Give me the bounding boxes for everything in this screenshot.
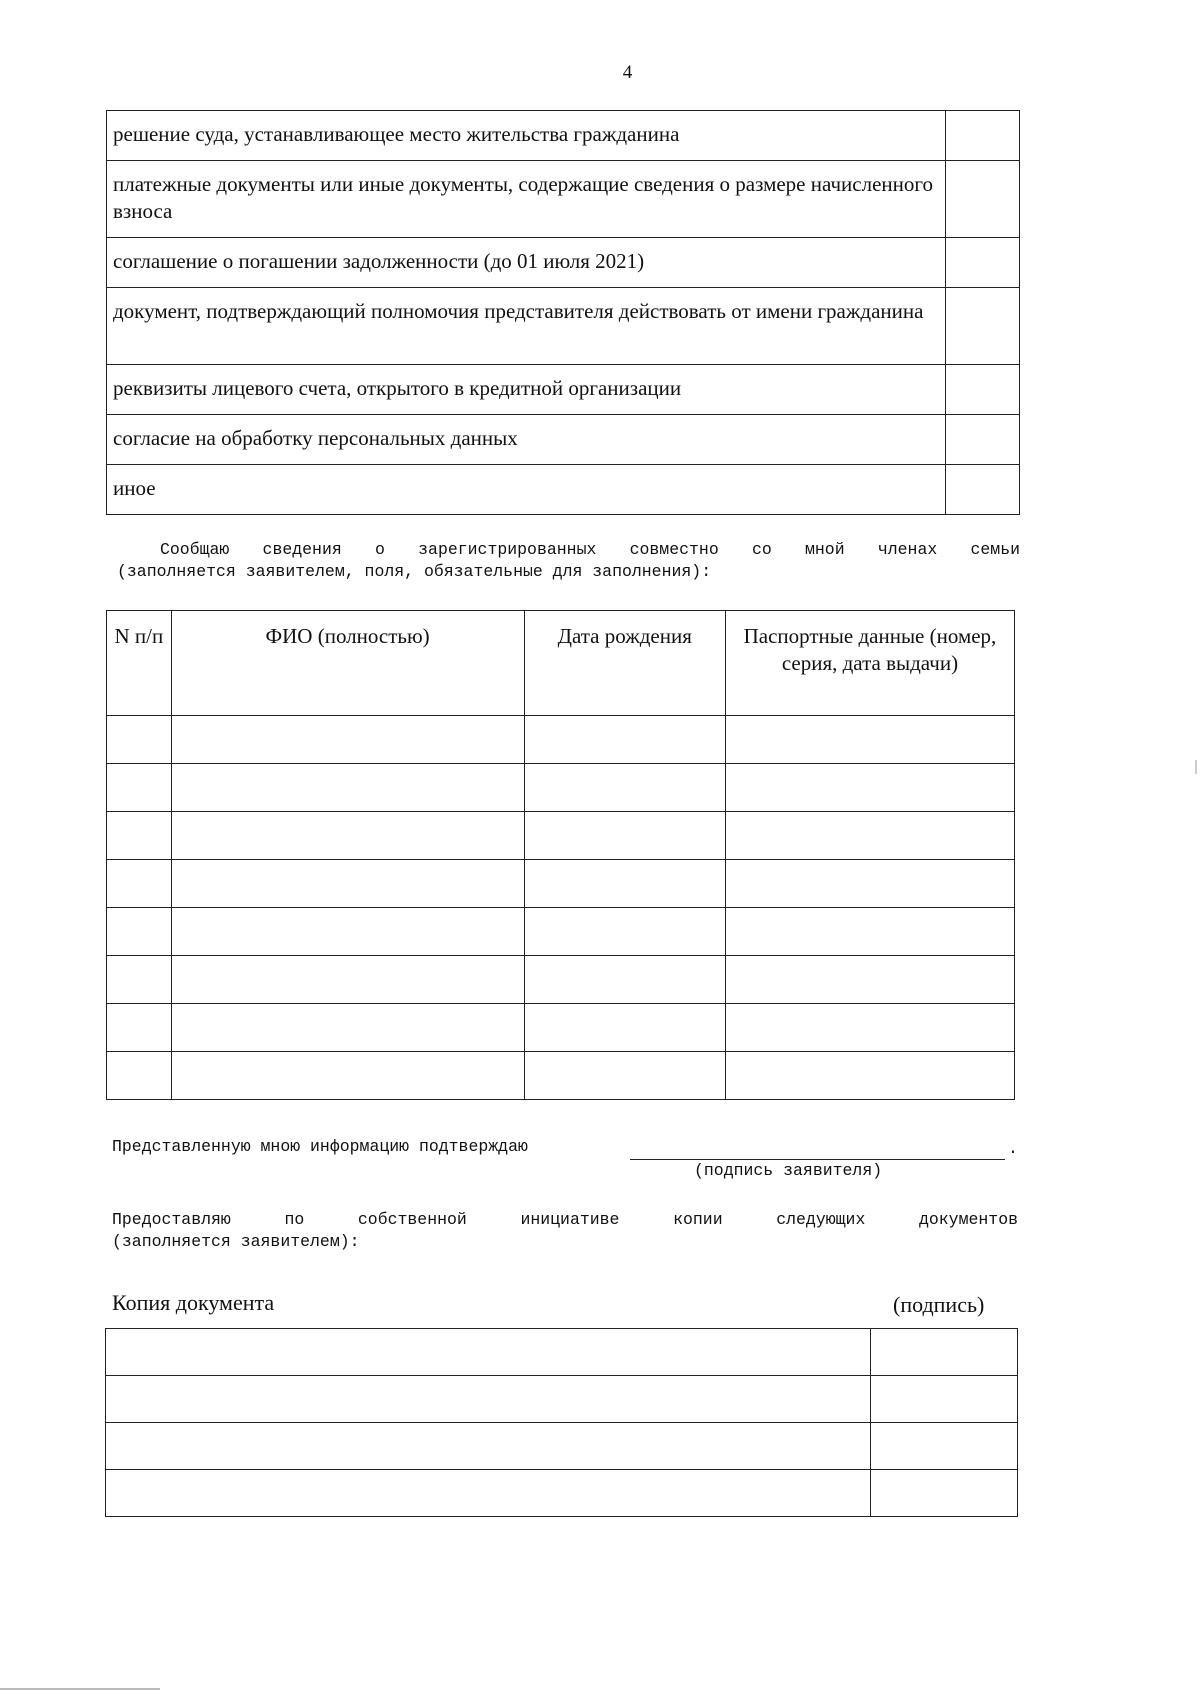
number-cell[interactable]: [107, 1052, 172, 1100]
header-birth-date: Дата рождения: [524, 611, 725, 716]
document-label: соглашение о погашении задолженности (до 01 июля 2021): [107, 238, 946, 288]
full-name-cell[interactable]: [171, 716, 524, 764]
copies-intro-line1: Предоставляю по собственной инициативе копии следующих документов: [112, 1210, 1018, 1229]
document-checkbox-cell[interactable]: [946, 465, 1020, 515]
documents-checklist-table: [106, 110, 1020, 515]
scan-edge-mark: [0, 1688, 160, 1690]
copy-signature-cell[interactable]: [871, 1423, 1018, 1470]
number-cell[interactable]: [107, 860, 172, 908]
document-label: иное: [107, 465, 946, 515]
copy-signature-label: (подпись): [893, 1292, 985, 1317]
header-number: N п/п: [107, 611, 172, 716]
birth-date-cell[interactable]: [524, 812, 725, 860]
family-member-row: [107, 956, 1015, 1004]
passport-cell[interactable]: [725, 764, 1014, 812]
number-cell[interactable]: [107, 716, 172, 764]
birth-date-cell[interactable]: [524, 1004, 725, 1052]
birth-date-cell[interactable]: [524, 860, 725, 908]
copy-document-cell[interactable]: [106, 1329, 871, 1376]
copies-intro-line2: (заполняется заявителем):: [112, 1232, 360, 1251]
header-full-name: ФИО (полностью): [171, 611, 524, 716]
copy-signature-cell[interactable]: [871, 1470, 1018, 1517]
document-label: согласие на обработку персональных данных: [107, 415, 946, 465]
copy-signature-cell[interactable]: [871, 1376, 1018, 1423]
document-row: [107, 161, 1020, 238]
document-copies-table: [105, 1328, 1018, 1517]
copy-row: [106, 1470, 1018, 1517]
passport-cell[interactable]: [725, 908, 1014, 956]
full-name-cell[interactable]: [171, 1052, 524, 1100]
scan-tick-mark: [1195, 760, 1197, 774]
family-intro-line1: Сообщаю сведения о зарегистрированных совместно со мной членах семьи: [160, 540, 1020, 559]
document-checkbox-cell[interactable]: [946, 415, 1020, 465]
document-checkbox-cell[interactable]: [946, 111, 1020, 161]
full-name-cell[interactable]: [171, 956, 524, 1004]
passport-cell[interactable]: [725, 860, 1014, 908]
family-member-row: [107, 812, 1015, 860]
family-member-row: [107, 1052, 1015, 1100]
full-name-cell[interactable]: [171, 1004, 524, 1052]
header-passport: Паспортные данные (номер, серия, дата выдачи): [725, 611, 1014, 716]
confirmation-end-dot: .: [1008, 1139, 1018, 1158]
document-checkbox-cell[interactable]: [946, 365, 1020, 415]
birth-date-cell[interactable]: [524, 956, 725, 1004]
document-checkbox-cell[interactable]: [946, 238, 1020, 288]
full-name-cell[interactable]: [171, 812, 524, 860]
document-row: [107, 365, 1020, 415]
document-row: [107, 238, 1020, 288]
birth-date-cell[interactable]: [524, 908, 725, 956]
birth-date-cell[interactable]: [524, 764, 725, 812]
copy-document-cell[interactable]: [106, 1470, 871, 1517]
passport-cell[interactable]: [725, 716, 1014, 764]
family-members-table: [106, 610, 1015, 1100]
document-checkbox-cell[interactable]: [946, 161, 1020, 238]
document-row: [107, 415, 1020, 465]
birth-date-cell[interactable]: [524, 716, 725, 764]
family-table-header: [107, 611, 1015, 716]
family-member-row: [107, 1004, 1015, 1052]
document-row: [107, 111, 1020, 161]
document-row: [107, 288, 1020, 365]
passport-cell[interactable]: [725, 1052, 1014, 1100]
document-label: решение суда, устанавливающее место жительства гражданина: [107, 111, 946, 161]
copy-document-label: Копия документа: [112, 1290, 275, 1315]
number-cell[interactable]: [107, 812, 172, 860]
family-intro-paragraph: [117, 539, 1020, 583]
copy-signature-cell[interactable]: [871, 1329, 1018, 1376]
birth-date-cell[interactable]: [524, 1052, 725, 1100]
document-label: реквизиты лицевого счета, открытого в кредитной организации: [107, 365, 946, 415]
document-row: [107, 465, 1020, 515]
number-cell[interactable]: [107, 1004, 172, 1052]
copy-row: [106, 1423, 1018, 1470]
number-cell[interactable]: [107, 908, 172, 956]
passport-cell[interactable]: [725, 812, 1014, 860]
number-cell[interactable]: [107, 956, 172, 1004]
page-number: 4: [622, 62, 633, 83]
document-checkbox-cell[interactable]: [946, 288, 1020, 365]
family-member-row: [107, 764, 1015, 812]
signature-caption: (подпись заявителя): [694, 1161, 883, 1180]
document-label: платежные документы или иные документы, содержащие сведения о размере начисленного взноса: [107, 161, 946, 238]
copy-row: [106, 1376, 1018, 1423]
copy-document-cell[interactable]: [106, 1423, 871, 1470]
passport-cell[interactable]: [725, 1004, 1014, 1052]
family-intro-line2: (заполняется заявителем, поля, обязательные для заполнения):: [117, 562, 712, 581]
copy-document-cell[interactable]: [106, 1376, 871, 1423]
full-name-cell[interactable]: [171, 860, 524, 908]
copies-intro-paragraph: [112, 1209, 1018, 1253]
number-cell[interactable]: [107, 764, 172, 812]
family-member-row: [107, 716, 1015, 764]
family-member-row: [107, 908, 1015, 956]
full-name-cell[interactable]: [171, 908, 524, 956]
document-label: документ, подтверждающий полномочия представителя действовать от имени гражданина: [107, 288, 946, 365]
confirmation-text: Представленную мною информацию подтверждаю: [112, 1137, 528, 1156]
passport-cell[interactable]: [725, 956, 1014, 1004]
family-member-row: [107, 860, 1015, 908]
full-name-cell[interactable]: [171, 764, 524, 812]
copy-row: [106, 1329, 1018, 1376]
